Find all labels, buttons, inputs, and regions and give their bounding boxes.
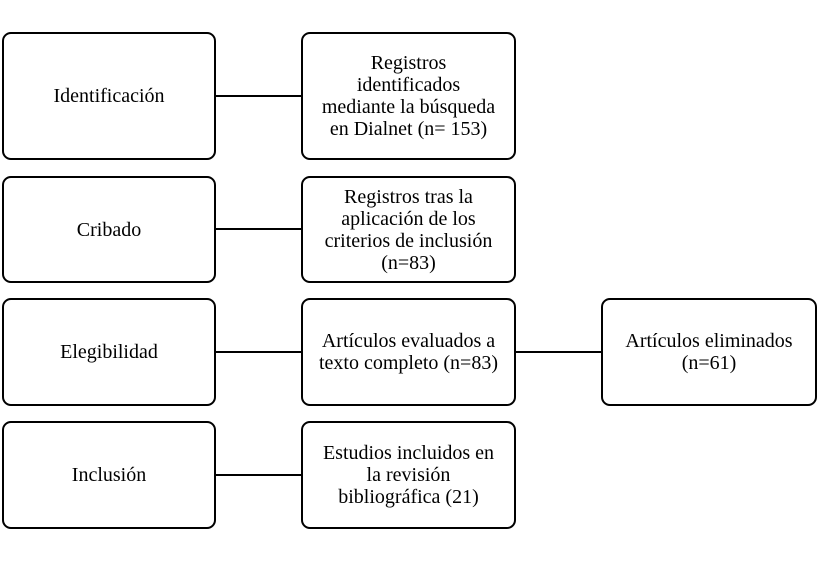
record-text-included: Estudios incluidos en la revisión bibliográfica (21) [322,442,495,508]
record-box-identified [301,32,516,160]
record-box-screened [301,176,516,283]
stage-label-elegibilidad: Elegibilidad [60,341,158,363]
record-text-identified: Registros identificados mediante la búsqueda en Dialnet (n= 153) [321,52,496,140]
stage-box-cribado [2,176,216,283]
stage-label-identificacion: Identificación [53,85,165,107]
stage-label-inclusion: Inclusión [71,464,147,486]
record-box-assessed [301,298,516,406]
stage-box-inclusion [2,421,216,529]
excluded-box [601,298,817,406]
record-box-included [301,421,516,529]
record-text-assessed: Artículos evaluados a texto completo (n=83) [318,330,498,374]
stage-label-cribado: Cribado [76,218,142,241]
record-text-screened: Registros tras la aplicación de los criterios de inclusión (n=83) [324,185,493,274]
excluded-text: Artículos eliminados (n=61) [625,330,793,374]
stage-box-elegibilidad [2,298,216,406]
stage-box-identificacion [2,32,216,160]
